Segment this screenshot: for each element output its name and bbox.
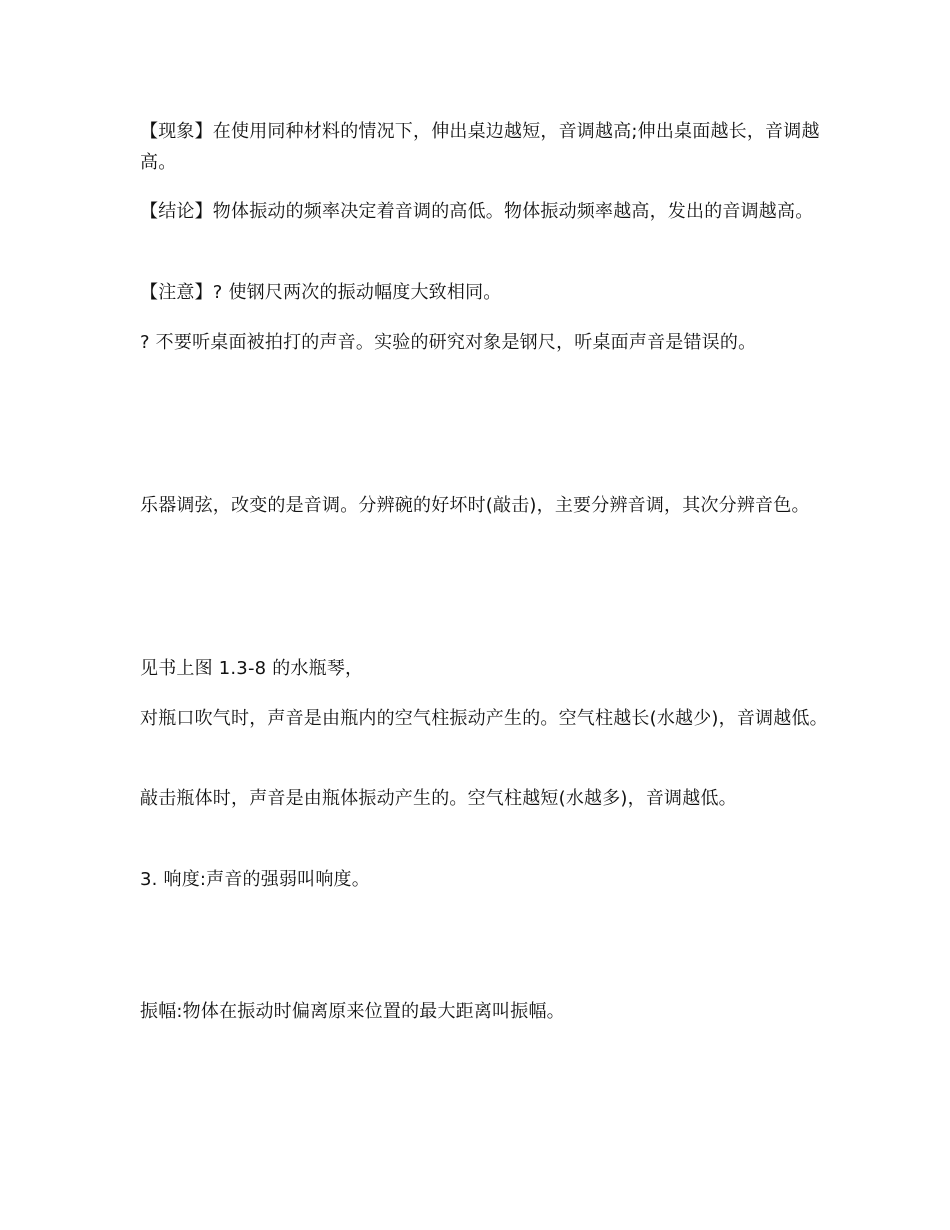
paragraph-striking-bottle: 敲击瓶体时，声音是由瓶体振动产生的。空气柱越短(水越多)，音调越低。 [140,788,737,809]
paragraph-loudness-definition: 3. 响度:声音的强弱叫响度。 [140,869,370,890]
paragraph-conclusion: 【结论】物体振动的频率决定着音调的高低。物体振动频率越高，发出的音调越高。 [140,201,814,222]
paragraph-amplitude-definition: 振幅:物体在振动时偏离原来位置的最大距离叫振幅。 [140,1001,565,1022]
paragraph-note: 【注意】? 使钢尺两次的振动幅度大致相同。 [140,282,502,303]
paragraph-note-second: ? 不要听桌面被拍打的声音。实验的研究对象是钢尺，听桌面声音是错误的。 [140,332,757,353]
paragraph-blowing-bottle: 对瓶口吹气时，声音是由瓶内的空气柱振动产生的。空气柱越长(水越少)，音调越低。 [140,708,828,729]
paragraph-instrument-tuning: 乐器调弦，改变的是音调。分辨碗的好坏时(敲击)，主要分辨音调，其次分辨音色。 [140,495,810,516]
paragraph-phenomenon: 【现象】在使用同种材料的情况下，伸出桌边越短，音调越高;伸出桌面越长，音调越高。 [140,121,820,173]
paragraph-water-bottle-reference: 见书上图 1.3-8 的水瓶琴， [140,658,364,679]
